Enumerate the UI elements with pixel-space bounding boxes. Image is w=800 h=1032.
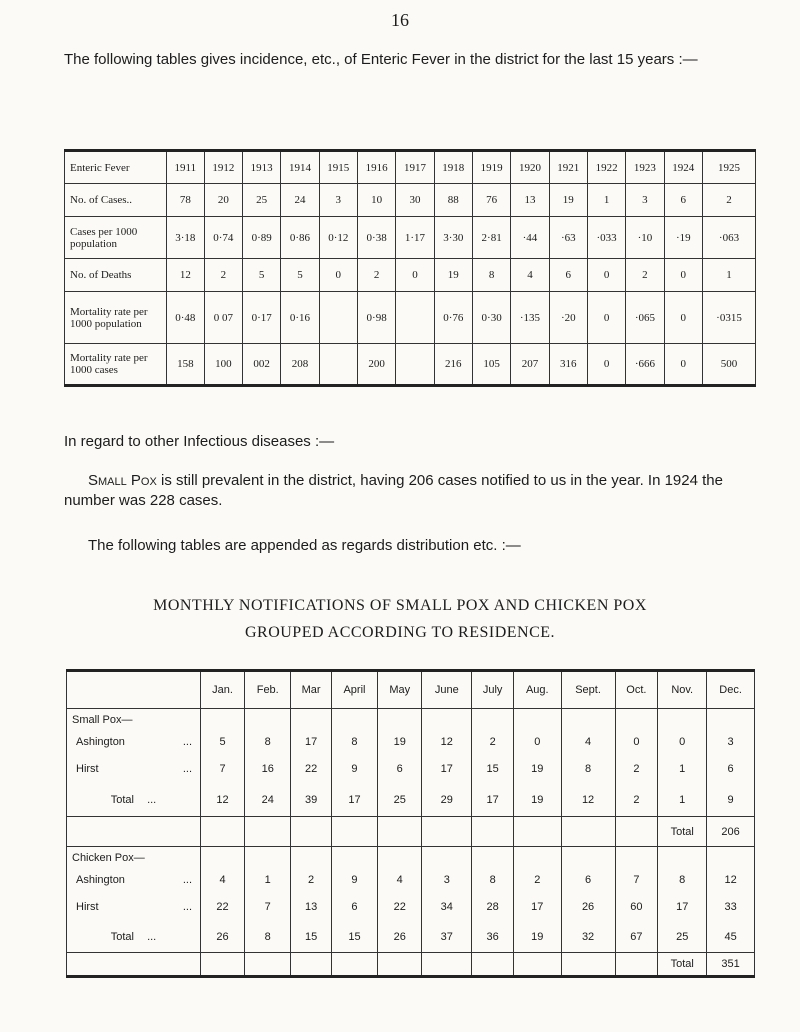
year-header: 1914 (281, 151, 319, 184)
total-row (67, 923, 755, 953)
enteric-fever-table (64, 149, 756, 387)
row-label: Cases per 1000 population (65, 217, 167, 259)
table-cell: 0 (664, 259, 702, 292)
table-cell: ·0315 (703, 292, 756, 344)
table-cell: 4 (511, 259, 549, 292)
month-header: Oct. (615, 671, 658, 709)
table-cell: 33 (707, 891, 755, 923)
row-label: No. of Deaths (65, 259, 167, 292)
table-corner: Enteric Fever (65, 151, 167, 184)
table-cell: 8 (472, 869, 514, 891)
table-cell: 22 (201, 891, 245, 923)
table-cell: 0 (587, 344, 625, 386)
table-cell: 500 (703, 344, 756, 386)
grand-total-value: 351 (707, 953, 755, 977)
table-cell: 15 (331, 923, 377, 953)
table-cell: 2 (204, 259, 242, 292)
table-cell: 19 (378, 731, 422, 753)
table-cell (319, 292, 357, 344)
table-cell: 2 (472, 731, 514, 753)
table-header-row (65, 151, 756, 184)
table-cell: 4 (561, 731, 615, 753)
table-cell: 20 (204, 184, 242, 217)
table-cell: 19 (434, 259, 472, 292)
table-cell: 13 (291, 891, 331, 923)
year-header: 1915 (319, 151, 357, 184)
table-cell: 17 (513, 891, 561, 923)
table-cell: ·63 (549, 217, 587, 259)
table-cell: 0 (396, 259, 434, 292)
table-cell: 10 (357, 184, 395, 217)
table-cell: 45 (707, 923, 755, 953)
section-title-row (67, 847, 755, 869)
table-cell: 34 (422, 891, 472, 923)
row-label: Total ... (67, 923, 201, 953)
table-cell: 1·17 (396, 217, 434, 259)
table-cell: 22 (291, 753, 331, 785)
table-cell: 0 07 (204, 292, 242, 344)
table-cell: 105 (472, 344, 510, 386)
year-header: 1916 (357, 151, 395, 184)
table-cell: 207 (511, 344, 549, 386)
year-header: 1917 (396, 151, 434, 184)
table-cell: 316 (549, 344, 587, 386)
small-pox-term: Small Pox (88, 472, 157, 489)
table-cell: 8 (331, 731, 377, 753)
grand-total-label: Total (658, 817, 707, 847)
table-cell: 2 (615, 753, 658, 785)
table-cell: 6 (707, 753, 755, 785)
table-cell: 9 (707, 785, 755, 817)
table-cell: 19 (513, 923, 561, 953)
monthly-pox-table (66, 669, 755, 978)
table-cell: 8 (472, 259, 510, 292)
table-cell: 0·38 (357, 217, 395, 259)
table-cell: ·666 (626, 344, 664, 386)
table-cell: 200 (357, 344, 395, 386)
monthly-heading-line-2: GROUPED ACCORDING TO RESIDENCE. (244, 624, 556, 641)
table-cell: 6 (561, 869, 615, 891)
table-cell: ·10 (626, 217, 664, 259)
table-cell: 3 (319, 184, 357, 217)
table-row (65, 344, 756, 386)
table-cell: 9 (331, 869, 377, 891)
table-cell: 19 (513, 785, 561, 817)
chicken-pox-section-title: Chicken Pox— (67, 847, 201, 869)
table-cell: 0 (513, 731, 561, 753)
table-row (67, 731, 755, 753)
table-cell: 25 (378, 785, 422, 817)
table-cell: 1 (587, 184, 625, 217)
table-cell: ·033 (587, 217, 625, 259)
table-cell: 19 (513, 753, 561, 785)
table-cell: 0·98 (357, 292, 395, 344)
year-header: 1919 (472, 151, 510, 184)
table-cell: ·20 (549, 292, 587, 344)
table-cell: 5 (281, 259, 319, 292)
table-cell: 36 (472, 923, 514, 953)
table-cell: 5 (201, 731, 245, 753)
table-cell: 1 (658, 785, 707, 817)
table-cell: 16 (245, 753, 291, 785)
row-label: Hirst ... (67, 891, 201, 923)
appended-paragraph: The following tables are appended as regards distribution etc. :— (88, 537, 521, 554)
table-cell: 0·76 (434, 292, 472, 344)
small-pox-paragraph (64, 471, 754, 511)
table-cell: 25 (658, 923, 707, 953)
table-cell: ·135 (511, 292, 549, 344)
table-cell: 37 (422, 923, 472, 953)
table-cell: 0·86 (281, 217, 319, 259)
table-cell: 12 (561, 785, 615, 817)
table-cell: 216 (434, 344, 472, 386)
intro-paragraph: The following tables gives incidence, etc., of Enteric Fever in the district for the last 15 years :— (64, 51, 698, 68)
month-header: Jan. (201, 671, 245, 709)
table-cell: 32 (561, 923, 615, 953)
month-header: Aug. (513, 671, 561, 709)
grand-total-row (67, 817, 755, 847)
table-cell: 24 (281, 184, 319, 217)
table-cell: 6 (549, 259, 587, 292)
table-cell: 2 (357, 259, 395, 292)
table-row (67, 753, 755, 785)
table-cell: 17 (331, 785, 377, 817)
table-cell: 0 (319, 259, 357, 292)
table-cell: 208 (281, 344, 319, 386)
table-row (65, 259, 756, 292)
row-label: Hirst ... (67, 753, 201, 785)
table-cell: 12 (167, 259, 205, 292)
table-cell: 0 (664, 344, 702, 386)
table-cell: ·19 (664, 217, 702, 259)
year-header: 1921 (549, 151, 587, 184)
table-cell: 26 (201, 923, 245, 953)
table-cell: 2 (513, 869, 561, 891)
table-cell: 13 (511, 184, 549, 217)
table-cell: 60 (615, 891, 658, 923)
year-header: 1920 (511, 151, 549, 184)
table-cell: 6 (664, 184, 702, 217)
table-row (67, 891, 755, 923)
table-row (65, 217, 756, 259)
table-cell: 0 (664, 292, 702, 344)
table-cell: 28 (472, 891, 514, 923)
table-cell: 1 (245, 869, 291, 891)
month-header: Nov. (658, 671, 707, 709)
table-cell: 0·48 (167, 292, 205, 344)
table-cell: 26 (378, 923, 422, 953)
table-cell: 15 (472, 753, 514, 785)
small-pox-section-title: Small Pox— (67, 709, 201, 731)
table-cell: 17 (472, 785, 514, 817)
table-cell: 0 (587, 292, 625, 344)
month-header: June (422, 671, 472, 709)
year-header: 1924 (664, 151, 702, 184)
table-corner (67, 671, 201, 709)
month-header: July (472, 671, 514, 709)
year-header: 1912 (204, 151, 242, 184)
table-cell: 3·30 (434, 217, 472, 259)
month-header: Sept. (561, 671, 615, 709)
year-header: 1923 (626, 151, 664, 184)
month-header-row (67, 671, 755, 709)
table-cell (396, 292, 434, 344)
table-cell: 76 (472, 184, 510, 217)
table-cell: 3 (626, 184, 664, 217)
monthly-heading-line-1: MONTHLY NOTIFICATIONS OF SMALL POX AND CHICKEN POX (153, 597, 647, 614)
table-cell: 8 (658, 869, 707, 891)
table-cell: 17 (422, 753, 472, 785)
year-header: 1922 (587, 151, 625, 184)
table-cell: 0·12 (319, 217, 357, 259)
row-label: Mortality rate per 1000 cases (65, 344, 167, 386)
table-cell: 6 (331, 891, 377, 923)
table-cell: 12 (201, 785, 245, 817)
table-cell: 1 (703, 259, 756, 292)
table-cell: 88 (434, 184, 472, 217)
month-header: Mar (291, 671, 331, 709)
table-cell: 8 (245, 923, 291, 953)
month-header: May (378, 671, 422, 709)
table-cell: 26 (561, 891, 615, 923)
table-cell: 5 (242, 259, 280, 292)
table-cell: 8 (561, 753, 615, 785)
table-cell: ·44 (511, 217, 549, 259)
table-cell: 4 (201, 869, 245, 891)
table-cell: 12 (422, 731, 472, 753)
table-cell: 0·16 (281, 292, 319, 344)
table-cell: 002 (242, 344, 280, 386)
table-cell: 30 (396, 184, 434, 217)
table-cell: 67 (615, 923, 658, 953)
year-header: 1911 (167, 151, 205, 184)
section-title-row (67, 709, 755, 731)
year-header: 1925 (703, 151, 756, 184)
table-cell: 22 (378, 891, 422, 923)
table-cell: 0 (615, 731, 658, 753)
table-cell: 2 (615, 785, 658, 817)
grand-total-label: Total (658, 953, 707, 977)
year-header: 1913 (242, 151, 280, 184)
row-label: Mortality rate per 1000 population (65, 292, 167, 344)
table-cell: 25 (242, 184, 280, 217)
table-row (67, 869, 755, 891)
row-label: Ashington ... (67, 869, 201, 891)
table-cell: 2·81 (472, 217, 510, 259)
table-cell: ·065 (626, 292, 664, 344)
table-cell: 15 (291, 923, 331, 953)
table-cell: 2 (626, 259, 664, 292)
row-label: No. of Cases.. (65, 184, 167, 217)
table-cell: ·063 (703, 217, 756, 259)
table-cell: 1 (658, 753, 707, 785)
grand-total-value: 206 (707, 817, 755, 847)
table-cell: 158 (167, 344, 205, 386)
table-cell: 2 (291, 869, 331, 891)
table-cell: 17 (658, 891, 707, 923)
table-cell (319, 344, 357, 386)
table-cell: 7 (245, 891, 291, 923)
row-label: Total ... (67, 785, 201, 817)
total-row (67, 785, 755, 817)
table-row (65, 184, 756, 217)
table-cell: 4 (378, 869, 422, 891)
row-label: Ashington ... (67, 731, 201, 753)
month-header: Dec. (707, 671, 755, 709)
table-cell: 2 (703, 184, 756, 217)
grand-total-row (67, 953, 755, 977)
small-pox-text: is still prevalent in the district, having 206 cases notified to us in the year. In 1924 the number was 228 cases. (64, 472, 723, 509)
page-number: 16 (391, 10, 409, 30)
table-cell: 78 (167, 184, 205, 217)
infectious-diseases-heading: In regard to other Infectious diseases :— (64, 433, 335, 450)
table-row (65, 292, 756, 344)
table-cell: 24 (245, 785, 291, 817)
table-cell: 39 (291, 785, 331, 817)
month-header: Feb. (245, 671, 291, 709)
table-cell: 0 (658, 731, 707, 753)
table-cell: 9 (331, 753, 377, 785)
table-cell: 100 (204, 344, 242, 386)
table-cell: 7 (615, 869, 658, 891)
month-header: April (331, 671, 377, 709)
table-cell: 3·18 (167, 217, 205, 259)
table-cell: 0·89 (242, 217, 280, 259)
table-cell: 7 (201, 753, 245, 785)
table-cell: 3 (707, 731, 755, 753)
table-cell (396, 344, 434, 386)
table-cell: 0·30 (472, 292, 510, 344)
table-cell: 12 (707, 869, 755, 891)
table-cell: 8 (245, 731, 291, 753)
table-cell: 0·17 (242, 292, 280, 344)
table-cell: 17 (291, 731, 331, 753)
table-cell: 19 (549, 184, 587, 217)
table-cell: 0 (587, 259, 625, 292)
table-cell: 3 (422, 869, 472, 891)
table-cell: 6 (378, 753, 422, 785)
table-cell: 29 (422, 785, 472, 817)
year-header: 1918 (434, 151, 472, 184)
table-cell: 0·74 (204, 217, 242, 259)
